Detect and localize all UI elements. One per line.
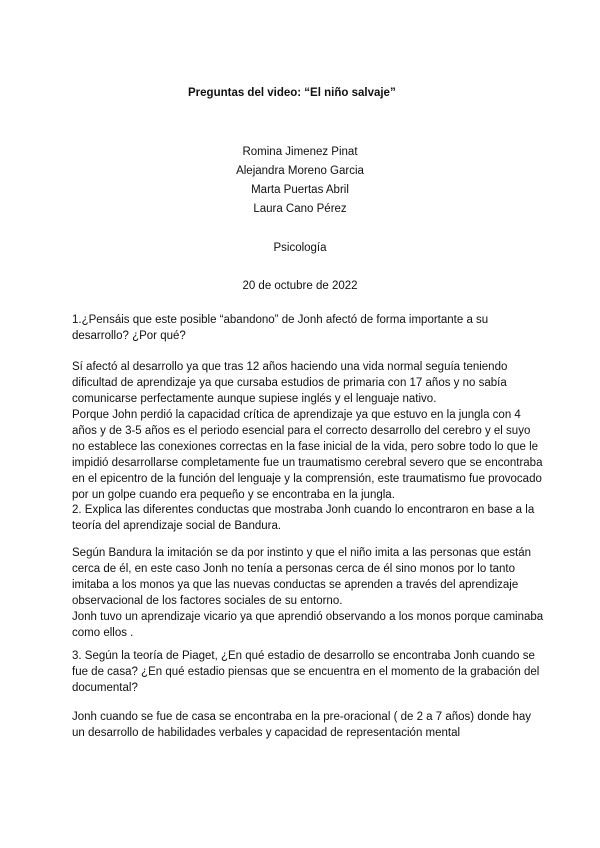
text-line: no establece las conexiones correctas en la fase inicial de la vida, pero sobre todo lo que le [72, 441, 539, 453]
text-line: 2. Explica las diferentes conductas que mostraba Jonh cuando lo encontraron en base a la [72, 504, 535, 516]
text-line: Jonh cuando se fue de casa se encontraba en la pre-oracional ( de 2 a 7 años) donde hay [72, 711, 532, 723]
answer-3 [72, 709, 532, 741]
answer-1 [72, 359, 543, 503]
text-line: por un golpe cuando era pequeño y se encontraba en la jungla. [72, 489, 395, 501]
text-line: Según Bandura la imitación se da por instinto y que el niño imita a las personas que están [72, 547, 532, 559]
text-line: observacional de los factores sociales de su entorno. [72, 595, 343, 607]
text-line: dificultad de aprendizaje ya que cursaba estudios de primaria con 17 años y no sabía [72, 377, 507, 389]
author-4: Laura Cano Pérez [253, 203, 347, 215]
text-line: 3. Según la teoría de Piaget, ¿En qué estadio de desarrollo se encontraba Jonh cuando se [72, 650, 535, 662]
text-line: cerca de él, en este caso Jonh no tenía a personas cerca de él sino monos por lo tanto [72, 563, 516, 575]
author-3: Marta Puertas Abril [251, 184, 349, 196]
text-line: documental? [72, 682, 138, 694]
author-2: Alejandra Moreno Garcia [236, 165, 364, 177]
question-3 [72, 648, 540, 696]
subject: Psicología [273, 242, 327, 254]
text-line: en el epicentro de la función del lenguaje y la comprensión, este traumatismo fue provocado [72, 473, 542, 485]
answer-2 [72, 545, 544, 641]
text-line: teoría del aprendizaje social de Bandura. [72, 520, 282, 532]
question-1 [72, 312, 532, 344]
document-title: Preguntas del video: “El niño salvaje” [188, 87, 396, 99]
text-line: impidió desarrollarse completamente fue un traumatismo cerebral severo que se encontraba [72, 457, 543, 469]
text-line: Sí afectó al desarrollo ya que tras 12 años haciendo una vida normal seguía teniendo [72, 361, 508, 373]
text-line: desarrollo? ¿Por qué? [72, 330, 186, 342]
text-line: comunicarse perfectamente aunque supiese inglés y el lenguaje nativo. [72, 393, 437, 405]
text-line: como ellos . [72, 627, 134, 639]
text-line: años y de 3-5 años es el periodo esencial para el correcto desarrollo del cerebro y el suyo [72, 425, 531, 437]
author-1: Romina Jimenez Pinat [242, 146, 358, 158]
question-2 [72, 502, 535, 534]
text-line: Porque John perdió la capacidad crítica de aprendizaje ya que estuvo en la jungla con 4 [72, 409, 521, 421]
date: 20 de octubre de 2022 [242, 280, 358, 292]
text-line: fue de casa? ¿En qué estadio piensas que se encuentra en el momento de la grabación del [72, 666, 540, 678]
text-line: 1.¿Pensáis que este posible “abandono” de Jonh afectó de forma importante a su [72, 314, 489, 326]
text-line: un desarrollo de habilidades verbales y capacidad de representación mental [72, 727, 461, 739]
text-line: Jonh tuvo un aprendizaje vicario ya que aprendió observando a los monos porque caminaba [72, 611, 544, 623]
text-line: imitaba a los monos ya que las nuevas conductas se aprenden a través del aprendizaje [72, 579, 519, 591]
